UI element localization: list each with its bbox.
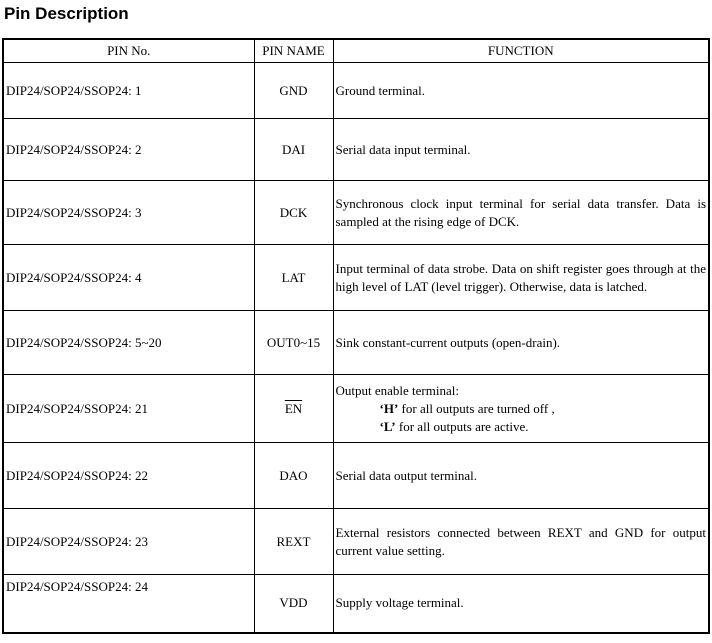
function-cell: Sink constant-current outputs (open-drain). — [333, 311, 709, 375]
table-row — [3, 375, 709, 443]
pin-no-cell: DIP24/SOP24/SSOP24: 2 — [3, 119, 254, 181]
function-cell: Serial data output terminal. — [333, 443, 709, 509]
table-row — [3, 245, 709, 311]
header-pin-no: PIN No. — [3, 39, 254, 63]
function-cell — [333, 375, 709, 443]
pin-no-cell: DIP24/SOP24/SSOP24: 22 — [3, 443, 254, 509]
pin-no-cell: DIP24/SOP24/SSOP24: 4 — [3, 245, 254, 311]
pin-name-cell — [254, 375, 333, 443]
header-pin-name: PIN NAME — [254, 39, 333, 63]
enable-low-text: for all outputs are active. — [395, 418, 529, 434]
table-row — [3, 311, 709, 375]
pin-no-cell: DIP24/SOP24/SSOP24: 24 — [3, 575, 254, 633]
pin-name-cell: DAI — [254, 119, 333, 181]
pin-name-cell: REXT — [254, 509, 333, 575]
function-cell: Supply voltage terminal. — [333, 575, 709, 633]
section-heading: Pin Description — [4, 4, 129, 23]
table-row — [3, 181, 709, 245]
pin-name-cell: VDD — [254, 575, 333, 633]
enable-low-key: ‘L’ — [379, 418, 396, 434]
function-cell: Ground terminal. — [333, 63, 709, 119]
pin-no-cell: DIP24/SOP24/SSOP24: 1 — [3, 63, 254, 119]
function-cell: Input terminal of data strobe. Data on shift register goes through at the high level of LAT (level trigger). Otherwise, data is latched. — [333, 245, 709, 311]
pin-description-table — [2, 38, 710, 634]
table-row — [3, 63, 709, 119]
pin-name-cell: LAT — [254, 245, 333, 311]
table-row — [3, 509, 709, 575]
pin-no-cell: DIP24/SOP24/SSOP24: 3 — [3, 181, 254, 245]
table-row — [3, 119, 709, 181]
pin-name-cell: GND — [254, 63, 333, 119]
pin-no-cell: DIP24/SOP24/SSOP24: 21 — [3, 375, 254, 443]
pin-no-cell: DIP24/SOP24/SSOP24: 5~20 — [3, 311, 254, 375]
enable-high-key: ‘H’ — [379, 400, 399, 416]
pin-name-cell: DCK — [254, 181, 333, 245]
pin-no-cell: DIP24/SOP24/SSOP24: 23 — [3, 509, 254, 575]
pin-name-cell: DAO — [254, 443, 333, 509]
function-cell: External resistors connected between REXT and GND for output current value setting. — [333, 509, 709, 575]
header-function: FUNCTION — [333, 39, 709, 63]
table-row — [3, 575, 709, 633]
function-cell: Synchronous clock input terminal for serial data transfer. Data is sampled at the rising edge of DCK. — [333, 181, 709, 245]
function-cell: Serial data input terminal. — [333, 119, 709, 181]
pin-name-overlined: $\overline{EN}$ — [284, 400, 303, 416]
enable-low-line — [336, 418, 707, 436]
table-header-row — [3, 39, 709, 63]
function-main-text: Output enable terminal: — [335, 382, 459, 398]
pin-name-cell: OUT0~15 — [254, 311, 333, 375]
enable-high-text: for all outputs are turned off , — [398, 400, 555, 416]
table-row — [3, 443, 709, 509]
enable-high-line — [336, 400, 707, 418]
